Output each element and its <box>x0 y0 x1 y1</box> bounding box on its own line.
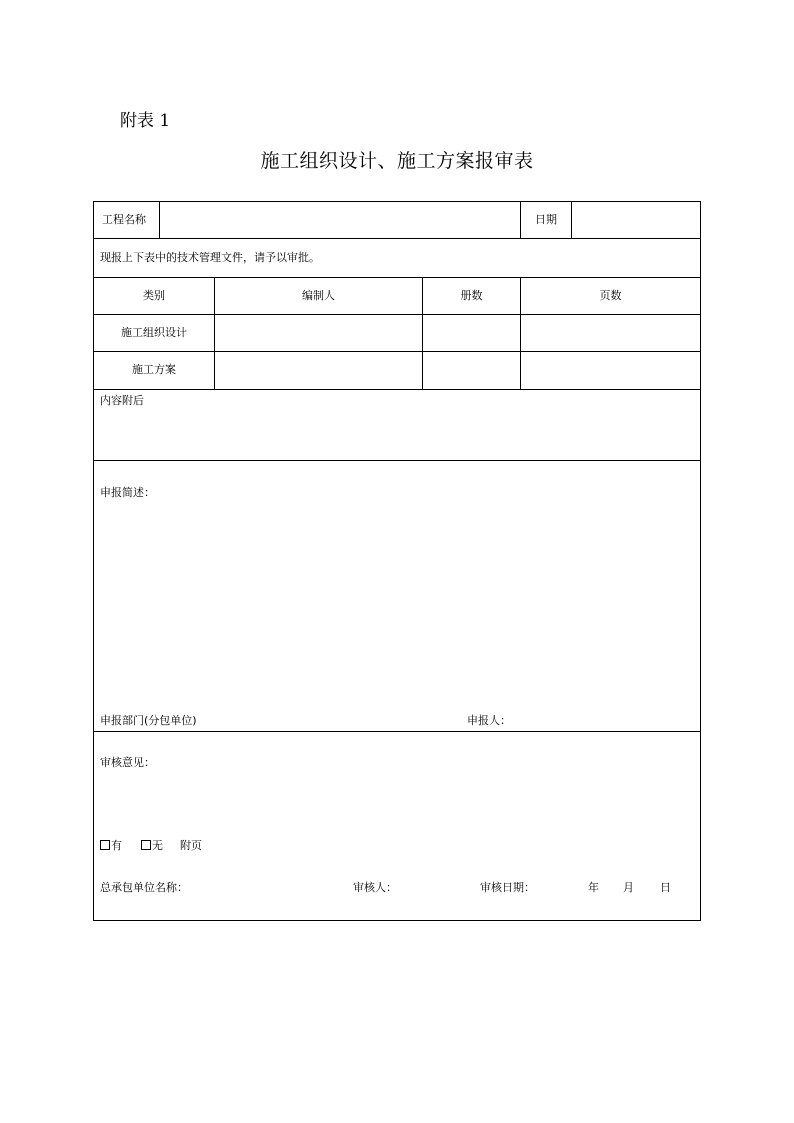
volumes-field[interactable] <box>423 315 520 351</box>
col-divider <box>520 202 521 238</box>
row-divider <box>94 238 700 239</box>
month-label: 月 <box>623 881 634 894</box>
row-divider <box>94 460 700 461</box>
date-field[interactable] <box>572 203 700 237</box>
column-header-pages: 页数 <box>599 289 622 302</box>
year-label: 年 <box>588 881 599 894</box>
row-category-construction-design: 施工组织设计 <box>121 326 187 339</box>
applicant-label: 申报人： <box>467 714 511 727</box>
date-label: 日期 <box>535 213 557 226</box>
review-date-label: 审核日期： <box>480 881 535 894</box>
approval-form <box>93 201 701 921</box>
author-field[interactable] <box>215 352 422 389</box>
reviewer-label: 审核人： <box>353 881 397 894</box>
row-category-construction-plan: 施工方案 <box>132 363 176 376</box>
pages-field[interactable] <box>521 315 700 351</box>
contractor-label: 总承包单位名称： <box>100 881 188 894</box>
checkbox-yes[interactable] <box>100 840 110 850</box>
department-label: 申报部门(分包单位) <box>100 714 197 727</box>
attached-pages-label: 附页 <box>180 839 202 852</box>
day-label: 日 <box>660 881 671 894</box>
option-no-label: 无 <box>152 839 163 852</box>
row-divider <box>94 731 700 732</box>
project-name-field[interactable] <box>160 203 519 237</box>
column-header-category: 类别 <box>143 289 165 302</box>
option-yes-label: 有 <box>111 839 122 852</box>
author-field[interactable] <box>215 315 422 351</box>
intro-text: 现报上下表中的技术管理文件，请予以审批。 <box>100 251 320 264</box>
volumes-field[interactable] <box>423 352 520 389</box>
form-title: 施工组织设计、施工方案报审表 <box>260 150 534 172</box>
appendix-label: 附表 1 <box>120 111 171 131</box>
row-divider <box>94 277 700 278</box>
attachments-label: 内容附后 <box>100 394 144 407</box>
row-divider <box>94 389 700 390</box>
pages-field[interactable] <box>521 352 700 389</box>
checkbox-no[interactable] <box>141 840 151 850</box>
attachment-options <box>100 839 202 852</box>
opinion-label: 审核意见： <box>100 756 155 769</box>
column-header-author: 编制人 <box>302 289 335 302</box>
summary-label: 申报简述： <box>100 486 155 499</box>
project-name-label: 工程名称 <box>102 213 146 226</box>
column-header-volumes: 册数 <box>460 289 483 302</box>
